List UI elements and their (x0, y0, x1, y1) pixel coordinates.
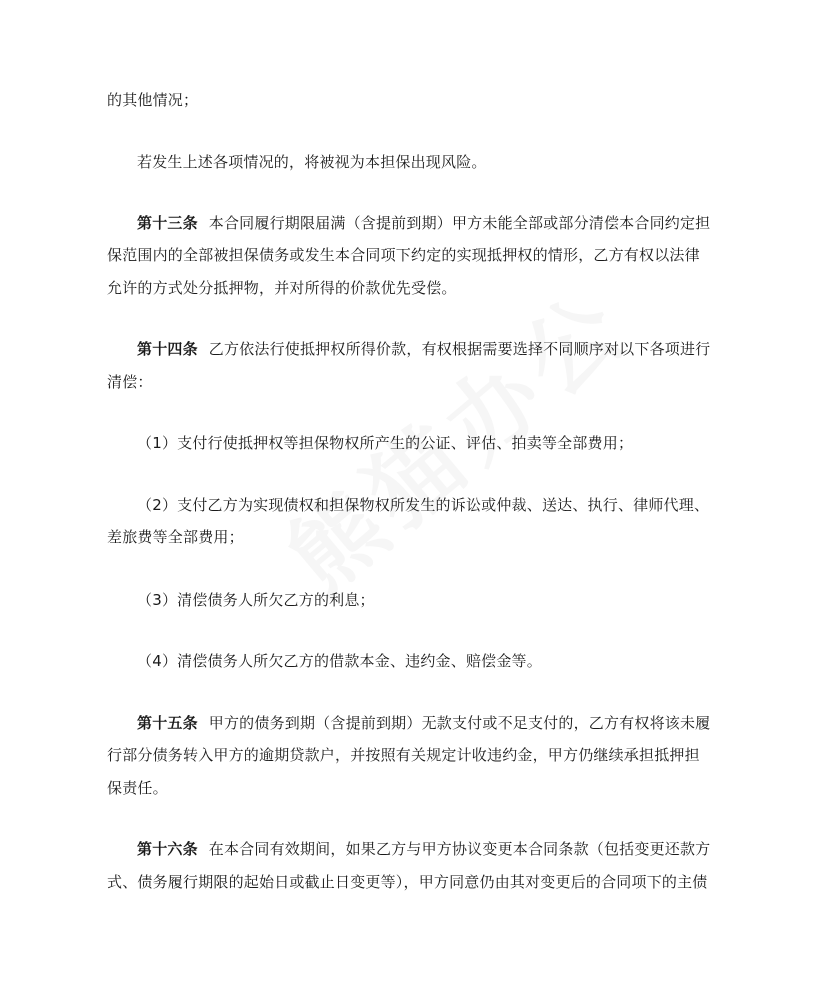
article-15-line (137, 713, 710, 733)
article-13-line (137, 213, 710, 233)
text-line: 清偿： (107, 373, 153, 391)
text-segment: 在本合同有效期间，如果乙方与甲方协议变更本合同条款（包括变更还款方 (208, 840, 711, 858)
text-line: 行部分债务转入甲方的逾期贷款户，并按照有关规定计收违约金，甲方仍继续承担抵押担 (107, 746, 700, 764)
article-14-heading: 第十四条 (137, 340, 198, 358)
text-line: 允许的方式处分抵押物，并对所得的价款优先受偿。 (107, 279, 457, 297)
article-13-heading: 第十三条 (137, 214, 198, 232)
text-line: 差旅费等全部费用； (107, 528, 244, 546)
article-16-heading: 第十六条 (137, 840, 198, 858)
text-line: 式、债务履行期限的起始日或截止日变更等），甲方同意仍由其对变更后的合同项下的主债 (107, 873, 708, 891)
text-segment: 乙方依法行使抵押权所得价款，有权根据需要选择不同顺序对以下各项进行 (208, 340, 711, 358)
text-segment: 甲方的债务到期（含提前到期）无款支付或不足支付的，乙方有权将该未履 (208, 714, 711, 732)
text-line: 的其他情况； (107, 91, 199, 109)
article-15-heading: 第十五条 (137, 714, 198, 732)
text-line: 若发生上述各项情况的，将被视为本担保出现风险。 (137, 153, 487, 171)
article-16-line (137, 839, 710, 859)
text-line: 保责任。 (107, 779, 168, 797)
list-item: （1）支付行使抵押权等担保物权所产生的公证、评估、拍卖等全部费用； (137, 434, 634, 452)
list-item: （4）清偿债务人所欠乙方的借款本金、违约金、赔偿金等。 (137, 652, 542, 670)
text-segment: 本合同履行期限届满（含提前到期）甲方未能全部或部分清偿本合同约定担 (208, 214, 711, 232)
text-line: 保范围内的全部被担保债务或发生本合同项下约定的实现抵押权的情形，乙方有权以法律 (107, 246, 700, 264)
list-item: （3）清偿债务人所欠乙方的利息； (137, 591, 375, 609)
article-14-line (137, 339, 710, 359)
list-item: （2）支付乙方为实现债权和担保物权所发生的诉讼或仲裁、送达、执行、律师代理、 (137, 496, 710, 514)
